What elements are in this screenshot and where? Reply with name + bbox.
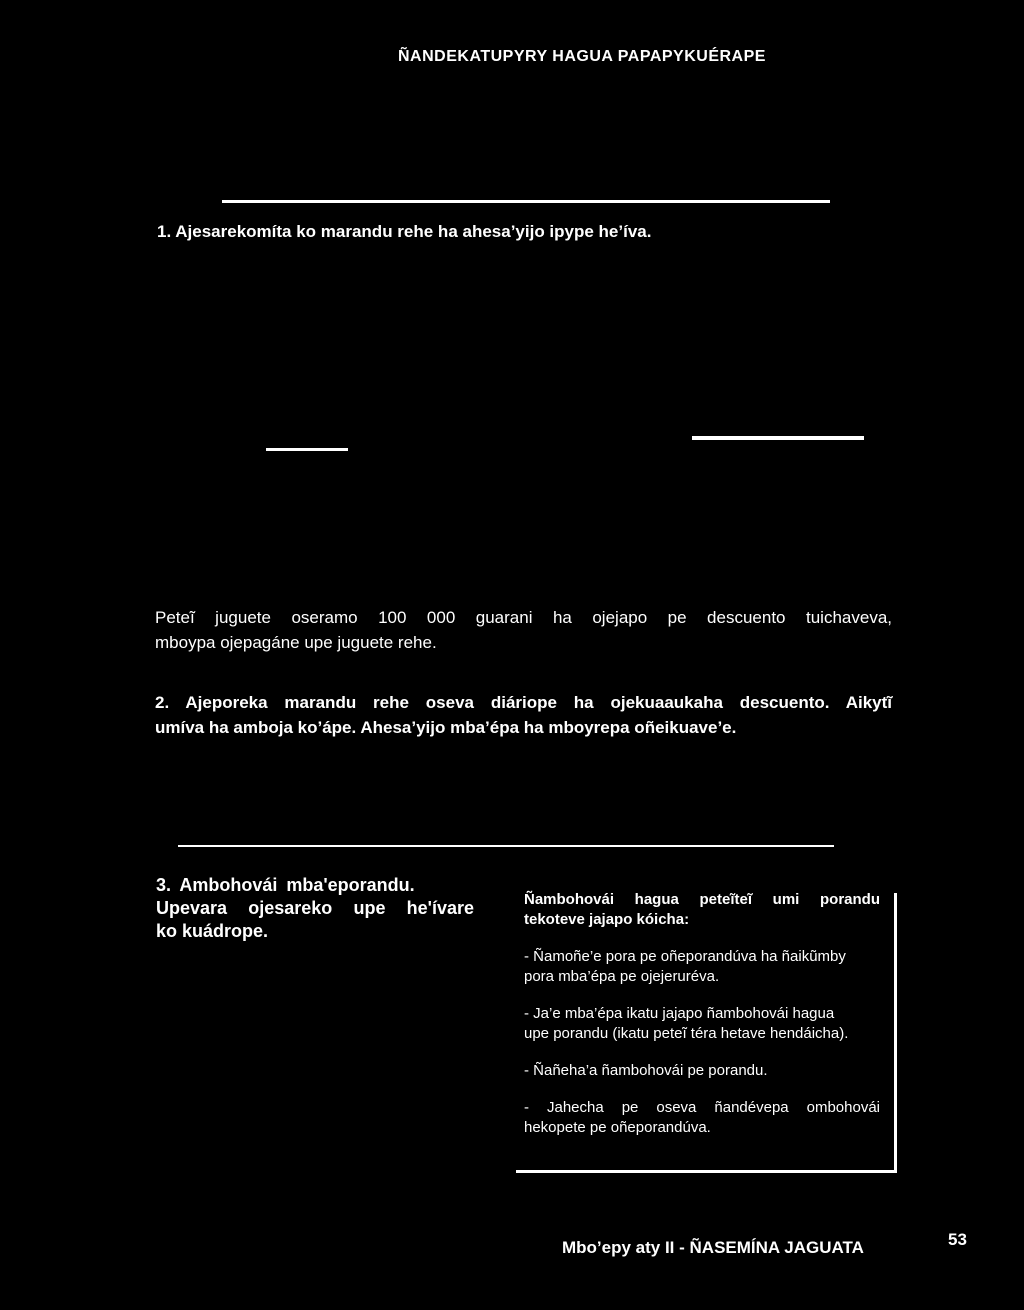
intro-line-2: mboypa ojepagáne upe juguete rehe. bbox=[155, 633, 437, 652]
box-item-line: hekopete pe oñeporandúva. bbox=[524, 1119, 711, 1136]
page-number: 53 bbox=[948, 1230, 967, 1249]
box-item-line: - Ñamoñe’e pora pe oñeporandúva ha ñaikũmby bbox=[524, 948, 846, 965]
running-header: ÑANDEKATUPYRY HAGUA PAPAPYKUÉRAPE bbox=[398, 48, 766, 65]
box-item bbox=[524, 1098, 880, 1138]
question-3-line-1: 3. Ambohovái mba'eporandu. bbox=[156, 875, 415, 895]
instruction-box bbox=[524, 890, 880, 1138]
top-rule bbox=[222, 200, 830, 203]
answer-line-right bbox=[692, 436, 864, 440]
question-3-line-3: ko kuádrope. bbox=[156, 921, 269, 941]
box-title-line-1: Ñambohovái hagua peteĩteĩ umi porandu bbox=[524, 891, 880, 908]
box-item-line: pora mba’épa pe ojejeruréva. bbox=[524, 968, 720, 985]
box-item-line: - Ja’e mba’épa ikatu jajapo ñambohovái hagua bbox=[524, 1005, 835, 1022]
box-item bbox=[524, 947, 880, 987]
question-2-line-2: umíva ha amboja ko’ápe. Ahesa’yijo mba’épa ha mboyrepa oñeikuave’e. bbox=[155, 718, 737, 737]
box-item-line: - Jahecha pe oseva ñandévepa ombohovái bbox=[524, 1099, 880, 1116]
answer-line-left bbox=[266, 448, 348, 451]
box-item bbox=[524, 1004, 880, 1044]
box-item-line: upe porandu (ikatu peteĩ téra hetave hendáicha). bbox=[524, 1025, 849, 1042]
question-3-line-2: Upevara ojesareko upe he'ívare bbox=[156, 898, 474, 918]
intro-line-1: Peteĩ juguete oseramo 100 000 guarani ha ojejapo pe descuento tuichaveva, bbox=[155, 608, 892, 627]
box-item bbox=[524, 1061, 880, 1081]
box-title-line-2: tekoteve jajapo kóicha: bbox=[524, 911, 690, 928]
question-2-line-1: 2. Ajeporeka marandu rehe oseva diáriope ha ojekuaaukaha descuento. Aikytĩ bbox=[155, 693, 892, 712]
answer-line bbox=[178, 845, 834, 847]
question-1: 1. Ajesarekomíta ko marandu rehe ha ahesa’yijo ipype he’íva. bbox=[157, 222, 652, 241]
footer-book-title: Mbo’epy aty II - ÑASEMÍNA JAGUATA bbox=[562, 1238, 864, 1257]
box-item-line: - Ñañeha’a ñambohovái pe porandu. bbox=[524, 1062, 768, 1079]
